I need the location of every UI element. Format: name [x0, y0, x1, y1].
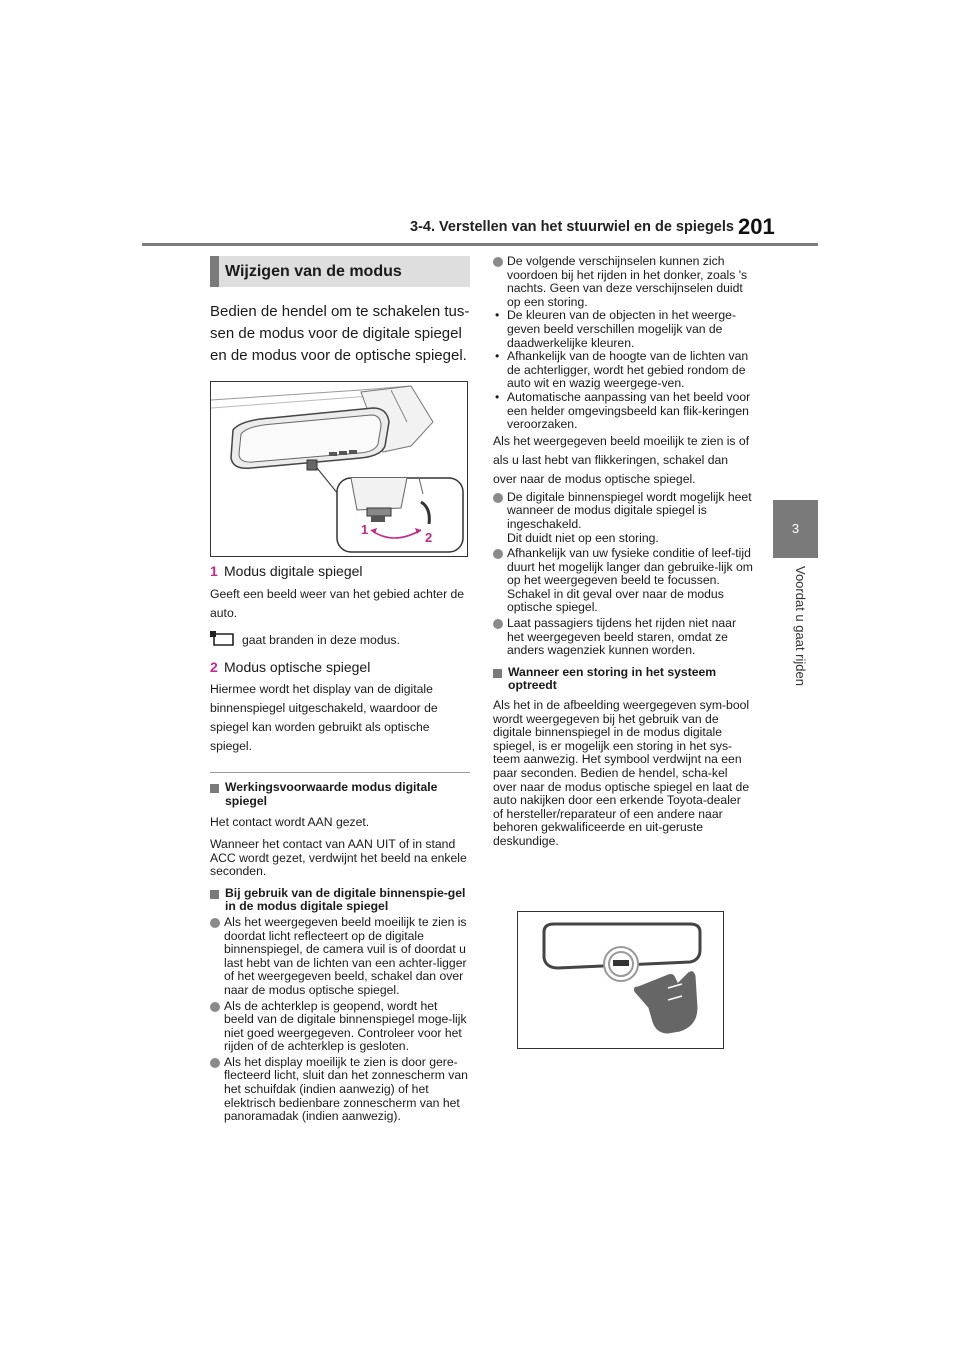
focus-item-text: De digitale binnenspiegel wordt mogelijk heet wanneer de modus digitale spiegel is ingeschakeld.: [507, 489, 752, 531]
circle-bullet-icon: [493, 493, 503, 503]
focus-item: [493, 547, 753, 615]
use-item: [210, 916, 470, 998]
mode2-title: [210, 658, 470, 675]
square-bullet-icon: [493, 669, 502, 678]
circle-bullet-icon: [210, 1058, 220, 1068]
mirror-fault-illustration: [518, 912, 723, 1048]
phenomena-intro-text: De volgende verschijnselen kunnen zich voordoen bij het rijden in het donker, zoals 's nachts. Geen van deze verschijnselen duidt op een storing.: [507, 254, 748, 309]
focus-item: [493, 617, 753, 658]
use-item-text: Als de achterklep is geopend, wordt het beeld van de digitale binnenspiegel moge-lijk niet goed weergegeven. Controleer voor het rijden of de achterklep is gesloten.: [224, 998, 467, 1054]
page-number: 201: [738, 214, 775, 239]
use-heading-text: Bij gebruik van de digitale binnenspie-gel in de modus digitale spiegel: [225, 885, 466, 914]
condition-p1: Het contact wordt AAN gezet.: [210, 815, 370, 830]
mode1-number: 1: [210, 563, 218, 579]
focus-item-text-2: Dit duidt niet op een storing.: [507, 530, 659, 545]
mirror-lever-illustration: [211, 382, 467, 556]
phenomena-bullet-text: De kleuren van de objecten in het weerge-geven beeld verschillen mogelijk van de daadwerkelijke kleuren.: [507, 308, 736, 350]
mode2-number: 2: [210, 658, 218, 675]
chapter-title: Voordat u gaat rijden: [793, 566, 808, 686]
phenomena-after: Als het weergegeven beeld moeilijk te zien is of als u last hebt van flikkeringen, schakel dan over naar de modus optische spiegel.: [493, 433, 750, 486]
circle-bullet-icon: [210, 1002, 220, 1012]
square-bullet-icon: [210, 784, 219, 793]
mode2-text: Hiermee wordt het display van de digitale binnenspiegel uitgeschakeld, waardoor de spiegel kan worden gebruikt als optische spiegel.: [210, 682, 438, 754]
circle-bullet-icon: [210, 918, 220, 928]
condition-heading-text: Werkingsvoorwaarde modus digitale spiegel: [225, 780, 438, 808]
mode2-title-text: Modus optische spiegel: [224, 658, 371, 675]
phenomena-bullet-text: Afhankelijk van de hoogte van de lichten van de achterligger, wordt het gebied rondom de auto wit en wazig weergege-ven.: [507, 349, 749, 391]
circle-bullet-icon: [493, 257, 503, 267]
chapter-tab: [773, 500, 818, 558]
digital-mirror-indicator-icon: [210, 631, 234, 653]
figure-label-1: 1: [361, 522, 369, 537]
right-column: [493, 253, 753, 849]
intro-text: Bedien de hendel om te schakelen tus-sen de modus voor de digitale spiegel en de modus voor de optische spiegel.: [210, 303, 470, 364]
use-item: [210, 1000, 470, 1054]
mode1-title: [210, 565, 470, 579]
header-rule: [142, 243, 818, 246]
phenomena-bullet: • Afhankelijk van de hoogte van de lichten van de achterligger, wordt het gebied rondom de auto wit en wazig weergege-ven.: [495, 349, 749, 391]
mode1-text: Geeft een beeld weer van het gebied achter de auto.: [210, 586, 465, 620]
fault-symbol-figure: [517, 911, 724, 1049]
section-heading: Wijzigen van de modus: [210, 256, 470, 287]
fault-heading-text: Wanneer een storing in het systeem optreedt: [508, 664, 717, 693]
circle-bullet-icon: [493, 619, 503, 629]
focus-item-text: Laat passagiers tijdens het rijden niet naar het weergegeven beeld staren, omdat ze anders wagenziek kunnen worden.: [507, 616, 736, 658]
use-item: [210, 1056, 470, 1124]
indicator-line: [210, 631, 470, 653]
mirror-lever-figure: [210, 381, 468, 557]
section-title: 3-4. Verstellen van het stuurwiel en de spiegels: [410, 219, 734, 235]
phenomena-bullet: • De kleuren van de objecten in het weerge-geven beeld verschillen mogelijk van de daadwerkelijke kleuren.: [495, 308, 736, 350]
circle-bullet-icon: [493, 549, 503, 559]
use-heading: [210, 887, 470, 914]
focus-item: [493, 491, 753, 545]
phenomena-bullet-text: Automatische aanpassing van het beeld voor een helder omgevingsbeeld kan flik-keringen veroorzaken.: [507, 389, 751, 432]
focus-item-text: Afhankelijk van uw fysieke conditie of leef-tijd duurt het mogelijk langer dan gebruike-lijk om op het weergegeven beeld te focussen. Schakel in dit geval over naar de modus optische spiegel.: [507, 546, 753, 615]
fault-text: Als het in de afbeelding weergegeven sym-bool wordt weergegeven bij het gebruik van de digitale binnenspiegel in de modus digitale spiegel, is er mogelijk een storing in het sys-teem aanwezig. Het symbool verdwijnt na een paar seconden. Bedien de hendel, scha-kel over naar de modus optische spiegel en laat de auto nakijken door een erkende Toyota-dealer of hersteller/reparateur of een andere naar behoren gekwalificeerde en uit-geruste deskundige.: [493, 698, 750, 848]
figure-label-2: 2: [425, 530, 433, 545]
divider: [210, 772, 470, 773]
phenomena-bullet: • Automatische aanpassing van het beeld voor een helder omgevingsbeeld kan flik-keringen veroorzaken.: [495, 389, 751, 432]
phenomena-intro: [493, 255, 753, 309]
chapter-number: 3: [791, 521, 800, 536]
fault-heading: [493, 666, 753, 693]
condition-heading: [210, 781, 470, 808]
square-bullet-icon: [210, 890, 219, 899]
use-item-text: Als het weergegeven beeld moeilijk te zien is doordat licht reflecteert op de digitale binnenspiegel, de camera vuil is of doordat u last hebt van de lichten van een achter-ligger of het weergegeven beeld, schakel dan over naar de modus optische spiegel.: [224, 914, 467, 997]
condition-p2: Wanneer het contact van AAN UIT of in stand ACC wordt gezet, verdwijnt het beeld na enkele seconden.: [210, 836, 467, 879]
left-column: [210, 256, 470, 1124]
mode1-title-text: Modus digitale spiegel: [224, 563, 363, 579]
indicator-text: gaat branden in deze modus.: [242, 632, 400, 647]
use-item-text: Als het display moeilijk te zien is door gere-flecteerd licht, sluit dan het zonnescherm van het schuifdak (indien aanwezig) of het elektrisch bedienbare zonnescherm van het panoramadak (indien aanwezig).: [224, 1054, 468, 1124]
